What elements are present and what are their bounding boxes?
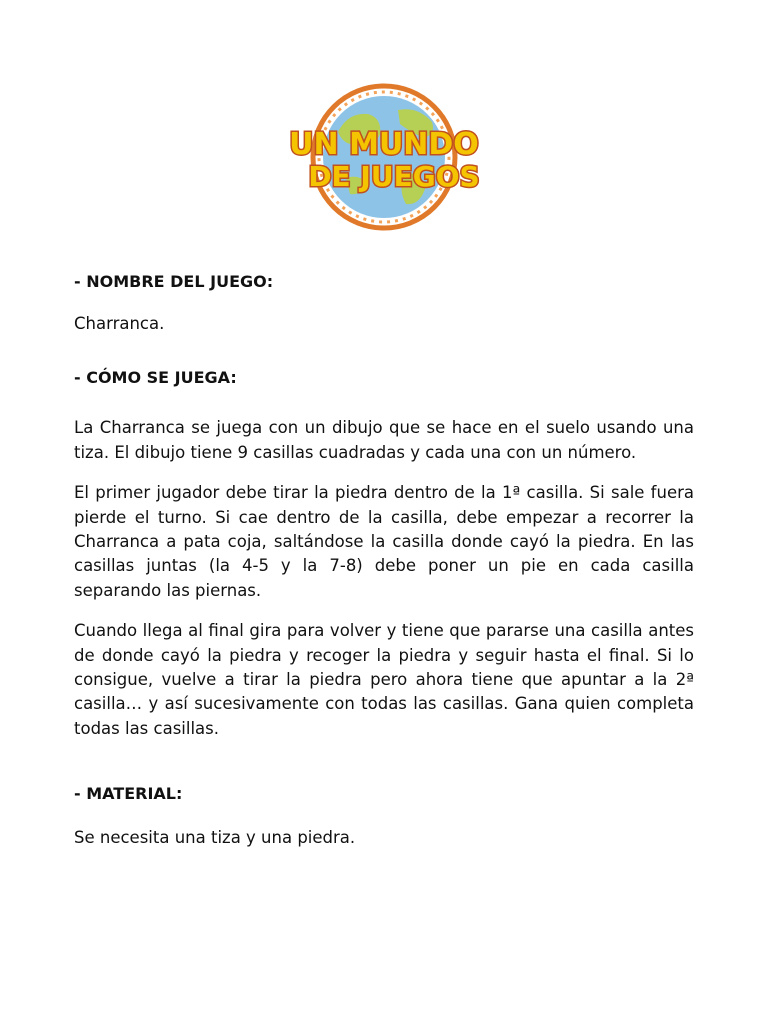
heading-nombre-del-juego: - NOMBRE DEL JUEGO: — [74, 272, 274, 291]
rules-paragraph: La Charranca se juega con un dibujo que se hace en el suelo usando una tiza. El dibujo tiene 9 casillas cuadradas y cada una con un número. — [74, 418, 694, 462]
game-name-text: Charranca. — [74, 314, 165, 333]
heading-material: - MATERIAL: — [74, 784, 183, 804]
rules-paragraph: El primer jugador debe tirar la piedra dentro de la 1ª casilla. Si sale fuera pierde el turno. Si cae dentro de la casilla, debe empezar a recorrer la Charranca a pata coja, saltándose la casilla donde cayó la piedra. En las casillas juntas (la 4-5 y la 7-8) debe poner un pie en cada casilla separando las piernas. — [74, 483, 694, 600]
globe-logo-icon — [286, 82, 482, 232]
material-text: Se necesita una tiza y una piedra. — [74, 828, 356, 848]
logo-text-line2: DE JUEGOS — [308, 160, 480, 193]
heading-como-se-juega: - CÓMO SE JUEGA: — [74, 368, 237, 388]
logo-text-line1: UN MUNDO — [289, 127, 479, 162]
logo — [286, 82, 482, 232]
document-body — [74, 270, 694, 851]
rules-paragraph: Cuando llega al final gira para volver y tiene que pararse una casilla antes de donde cayó la piedra y recoger la piedra y seguir hasta el final. Si lo consigue, vuelve a tirar la piedra pero ahora tiene que apuntar a la 2ª casilla… y así sucesivamente con todas las casillas. Gana quien completa todas las casillas. — [74, 621, 694, 738]
